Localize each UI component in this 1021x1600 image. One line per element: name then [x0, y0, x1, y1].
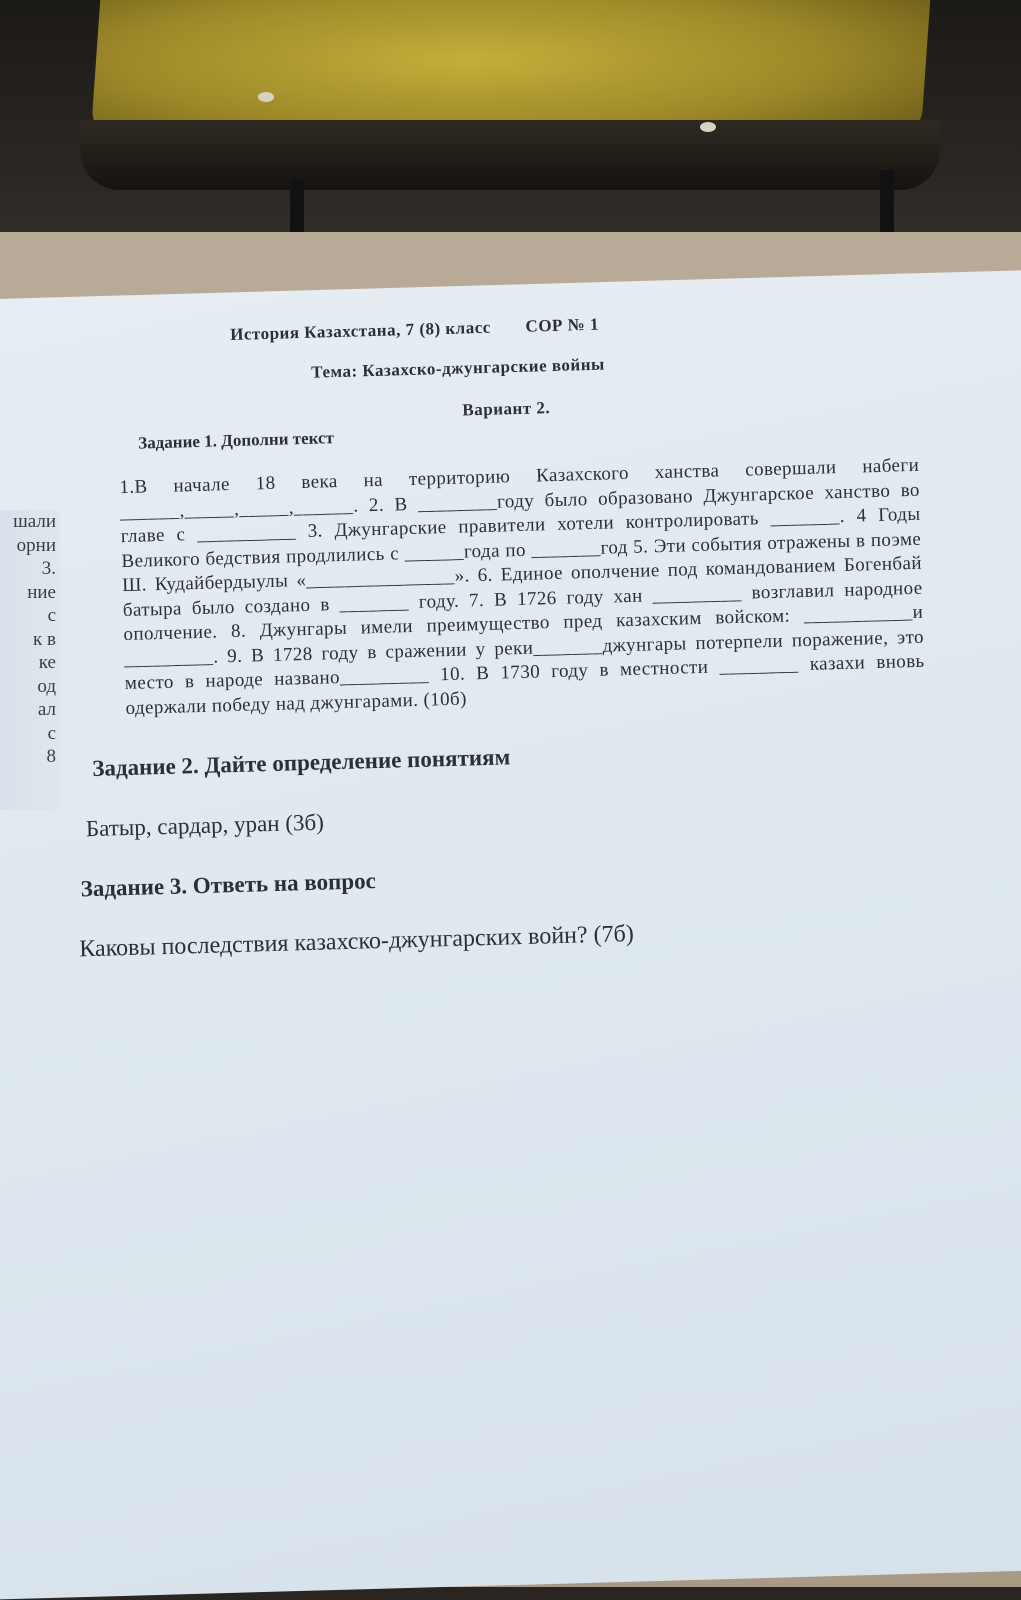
- fragment-text: шали: [13, 511, 56, 532]
- fragment-text: од: [37, 675, 56, 697]
- chair-bolt: [700, 122, 716, 132]
- variant-title: Вариант 2.: [462, 398, 551, 420]
- fragment-text: с: [47, 605, 56, 626]
- task1-text: 1.В начале 18 века на территорию Казахского ханства совершали набеги ______,_____,_____,______. 2. В ________году было образовано Джунгарское ханство во главе с __________ 3. Джунгарские правители хотели контролировать _______. 4 Годы Великого бедствия продлились с ______года по _______год 5. Эти события отражены в поэме Ш. Кудайбердыулы «_______________». 6. Единое ополчение под командованием Богенбай батыра было создано в _______ году. 7. В 1726 году хан _________ возглавил народное ополчение. 8. Джунгары имели преимущество пред казахским войском: ___________и _________. 9. В 1728 году в сражении у реки_______джунгары потерпели поражение, это место в народе названо_________ 10. В 1730 году в местности ________ казахи вновь одержали победу над джунгарами. (10б): [119, 454, 925, 719]
- topic-title: Тема: Казахско-джунгарские войны: [311, 354, 606, 382]
- exam-title: СОР № 1: [525, 314, 600, 336]
- task2-text: Батыр, сардар, уран (3б): [85, 809, 325, 842]
- task2-title: Задание 2. Дайте определение понятиям: [91, 744, 511, 781]
- fragment-text: с: [47, 722, 56, 744]
- fragment-text: орни: [16, 534, 56, 556]
- fragment-text: 8: [46, 746, 56, 767]
- fragment-text: ние: [27, 581, 56, 603]
- chair-rim: [80, 120, 940, 190]
- task3-text: Каковы последствия казахско-джунгарских войн? (7б): [78, 920, 635, 963]
- fragment-text: к в: [33, 628, 56, 650]
- fragment-text: ал: [37, 699, 56, 720]
- worksheet: [50, 305, 947, 963]
- chair-leg: [290, 180, 304, 240]
- subject-title: История Казахстана, 7 (8) класс: [229, 317, 492, 344]
- task1-title: Задание 1. Дополни текст: [137, 428, 335, 453]
- chair-bolt: [258, 92, 274, 102]
- fragment-text: ке: [38, 652, 56, 673]
- fragment-text: 3.: [41, 558, 56, 579]
- task3-title: Задание 3. Ответь на вопрос: [80, 868, 377, 902]
- chair-leg: [880, 170, 894, 240]
- left-page-fragment: [0, 510, 60, 810]
